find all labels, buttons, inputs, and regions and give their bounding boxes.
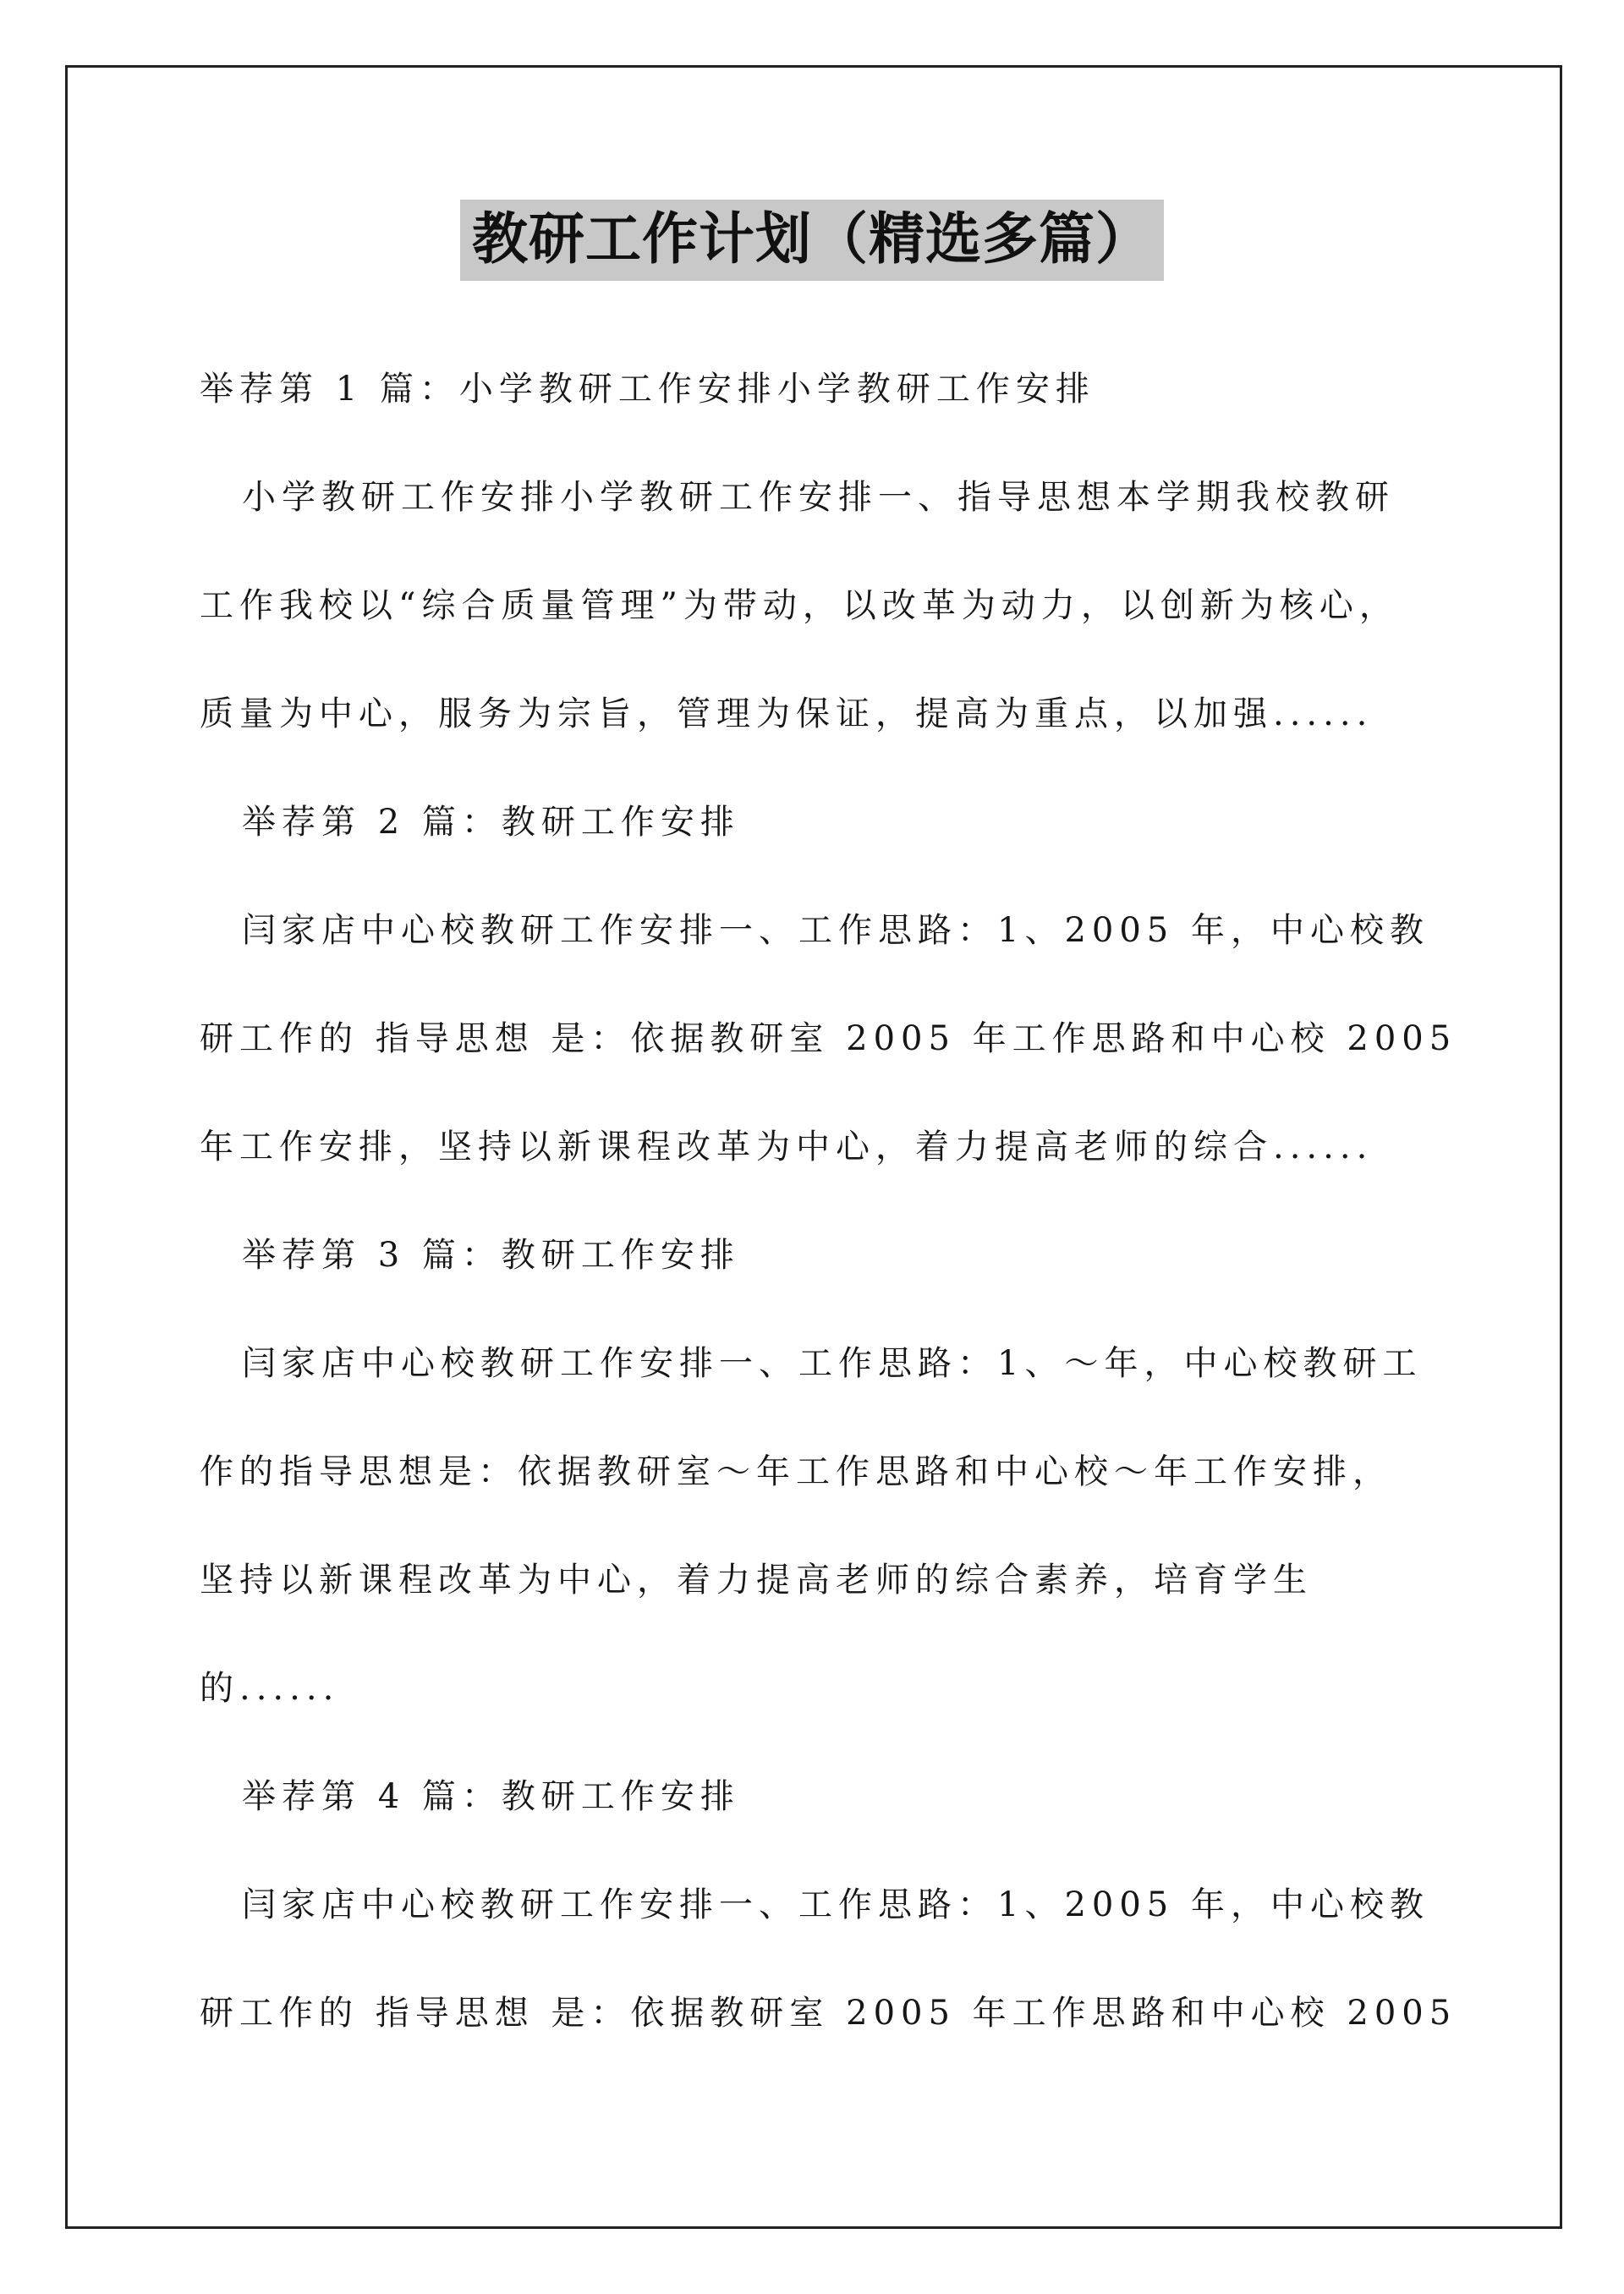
section-2-paragraph-line: 闫家店中心校教研工作安排一、工作思路：1、2005 年，中心校教 <box>242 911 1429 950</box>
section-2-paragraph-line: 研工作的 指导思想 是：依据教研室 2005 年工作思路和中心校 2005 <box>200 1019 1457 1058</box>
section-4-paragraph-line: 闫家店中心校教研工作安排一、工作思路：1、2005 年，中心校教 <box>242 1885 1429 1924</box>
section-2-heading: 举荐第 2 篇：教研工作安排 <box>242 803 740 842</box>
section-3-paragraph-line: 作的指导思想是：依据教研室～年工作思路和中心校～年工作安排， <box>200 1452 1392 1491</box>
section-1-heading: 举荐第 1 篇：小学教研工作安排小学教研工作安排 <box>200 370 1095 409</box>
section-3-paragraph-line: 坚持以新课程改革为中心，着力提高老师的综合素养，培育学生 <box>200 1561 1313 1600</box>
section-3-paragraph-line: 闫家店中心校教研工作安排一、工作思路：1、～年，中心校教研工 <box>242 1344 1423 1383</box>
section-4-paragraph-line: 研工作的 指导思想 是：依据教研室 2005 年工作思路和中心校 2005 <box>200 1994 1457 2033</box>
section-1-paragraph-line: 小学教研工作安排小学教研工作安排一、指导思想本学期我校教研 <box>242 478 1395 517</box>
section-1-paragraph-line: 工作我校以“综合质量管理”为带动，以改革为动力，以创新为核心， <box>200 586 1399 625</box>
document-body <box>200 335 1457 2067</box>
section-1-paragraph-line: 质量为中心，服务为宗旨，管理为保证，提高为重点，以加强...... <box>200 694 1374 733</box>
title-area <box>0 200 1624 281</box>
section-3-paragraph-line: 的...... <box>200 1669 340 1708</box>
section-4-heading: 举荐第 4 篇：教研工作安排 <box>242 1777 740 1816</box>
section-3-heading: 举荐第 3 篇：教研工作安排 <box>242 1236 740 1275</box>
section-2-paragraph-line: 年工作安排，坚持以新课程改革为中心，着力提高老师的综合...... <box>200 1128 1374 1166</box>
document-title: 教研工作计划（精选多篇） <box>460 200 1164 281</box>
